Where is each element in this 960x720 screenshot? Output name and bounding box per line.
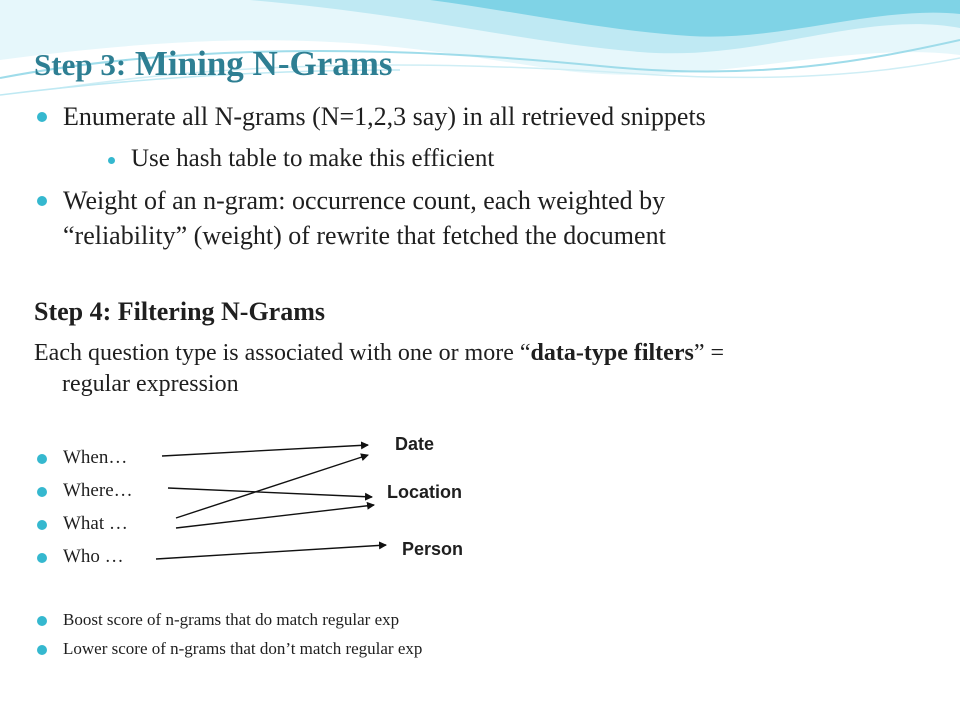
step4-paragraph-line2: regular expression [62, 371, 239, 397]
step4-paragraph-pre: Each question type is associated with one or more “ [34, 340, 531, 366]
question-what: What … [63, 513, 128, 534]
slide-title-main: Mining N-Grams [134, 44, 393, 83]
step4-heading: Step 4: Filtering N-Grams [34, 297, 326, 326]
question-where: Where… [63, 480, 133, 501]
note-boost-score: Boost score of n-grams that do match regular exp [63, 610, 400, 629]
arrow-who-to-person [156, 545, 386, 559]
question-when: When… [63, 447, 128, 468]
step4-paragraph-post: ” = [693, 340, 725, 366]
target-location: Location [387, 482, 462, 502]
bullet-enumerate-ngrams: Enumerate all N-grams (N=1,2,3 say) in all retrieved snippets [63, 102, 706, 131]
bullet-ngram-weight-line1: Weight of an n-gram: occurrence count, each weighted by [63, 186, 666, 215]
sub-bullet-hash-table: Use hash table to make this efficient [131, 145, 495, 172]
question-who: Who … [63, 546, 124, 567]
arrow-where-to-location [168, 488, 372, 497]
bullet-dot-icon [37, 616, 47, 626]
note-lower-score: Lower score of n-grams that don’t match regular exp [63, 639, 423, 658]
bullet-dot-icon [37, 645, 47, 655]
bullet-ngram-weight-line2: “reliability” (weight) of rewrite that fetched the document [63, 221, 666, 250]
target-date: Date [395, 434, 435, 454]
data-type-filters-term: data-type filters [530, 340, 694, 366]
arrow-when-to-date [162, 445, 368, 456]
slide-title-step: Step 3: [34, 47, 127, 82]
target-person: Person [402, 539, 464, 559]
